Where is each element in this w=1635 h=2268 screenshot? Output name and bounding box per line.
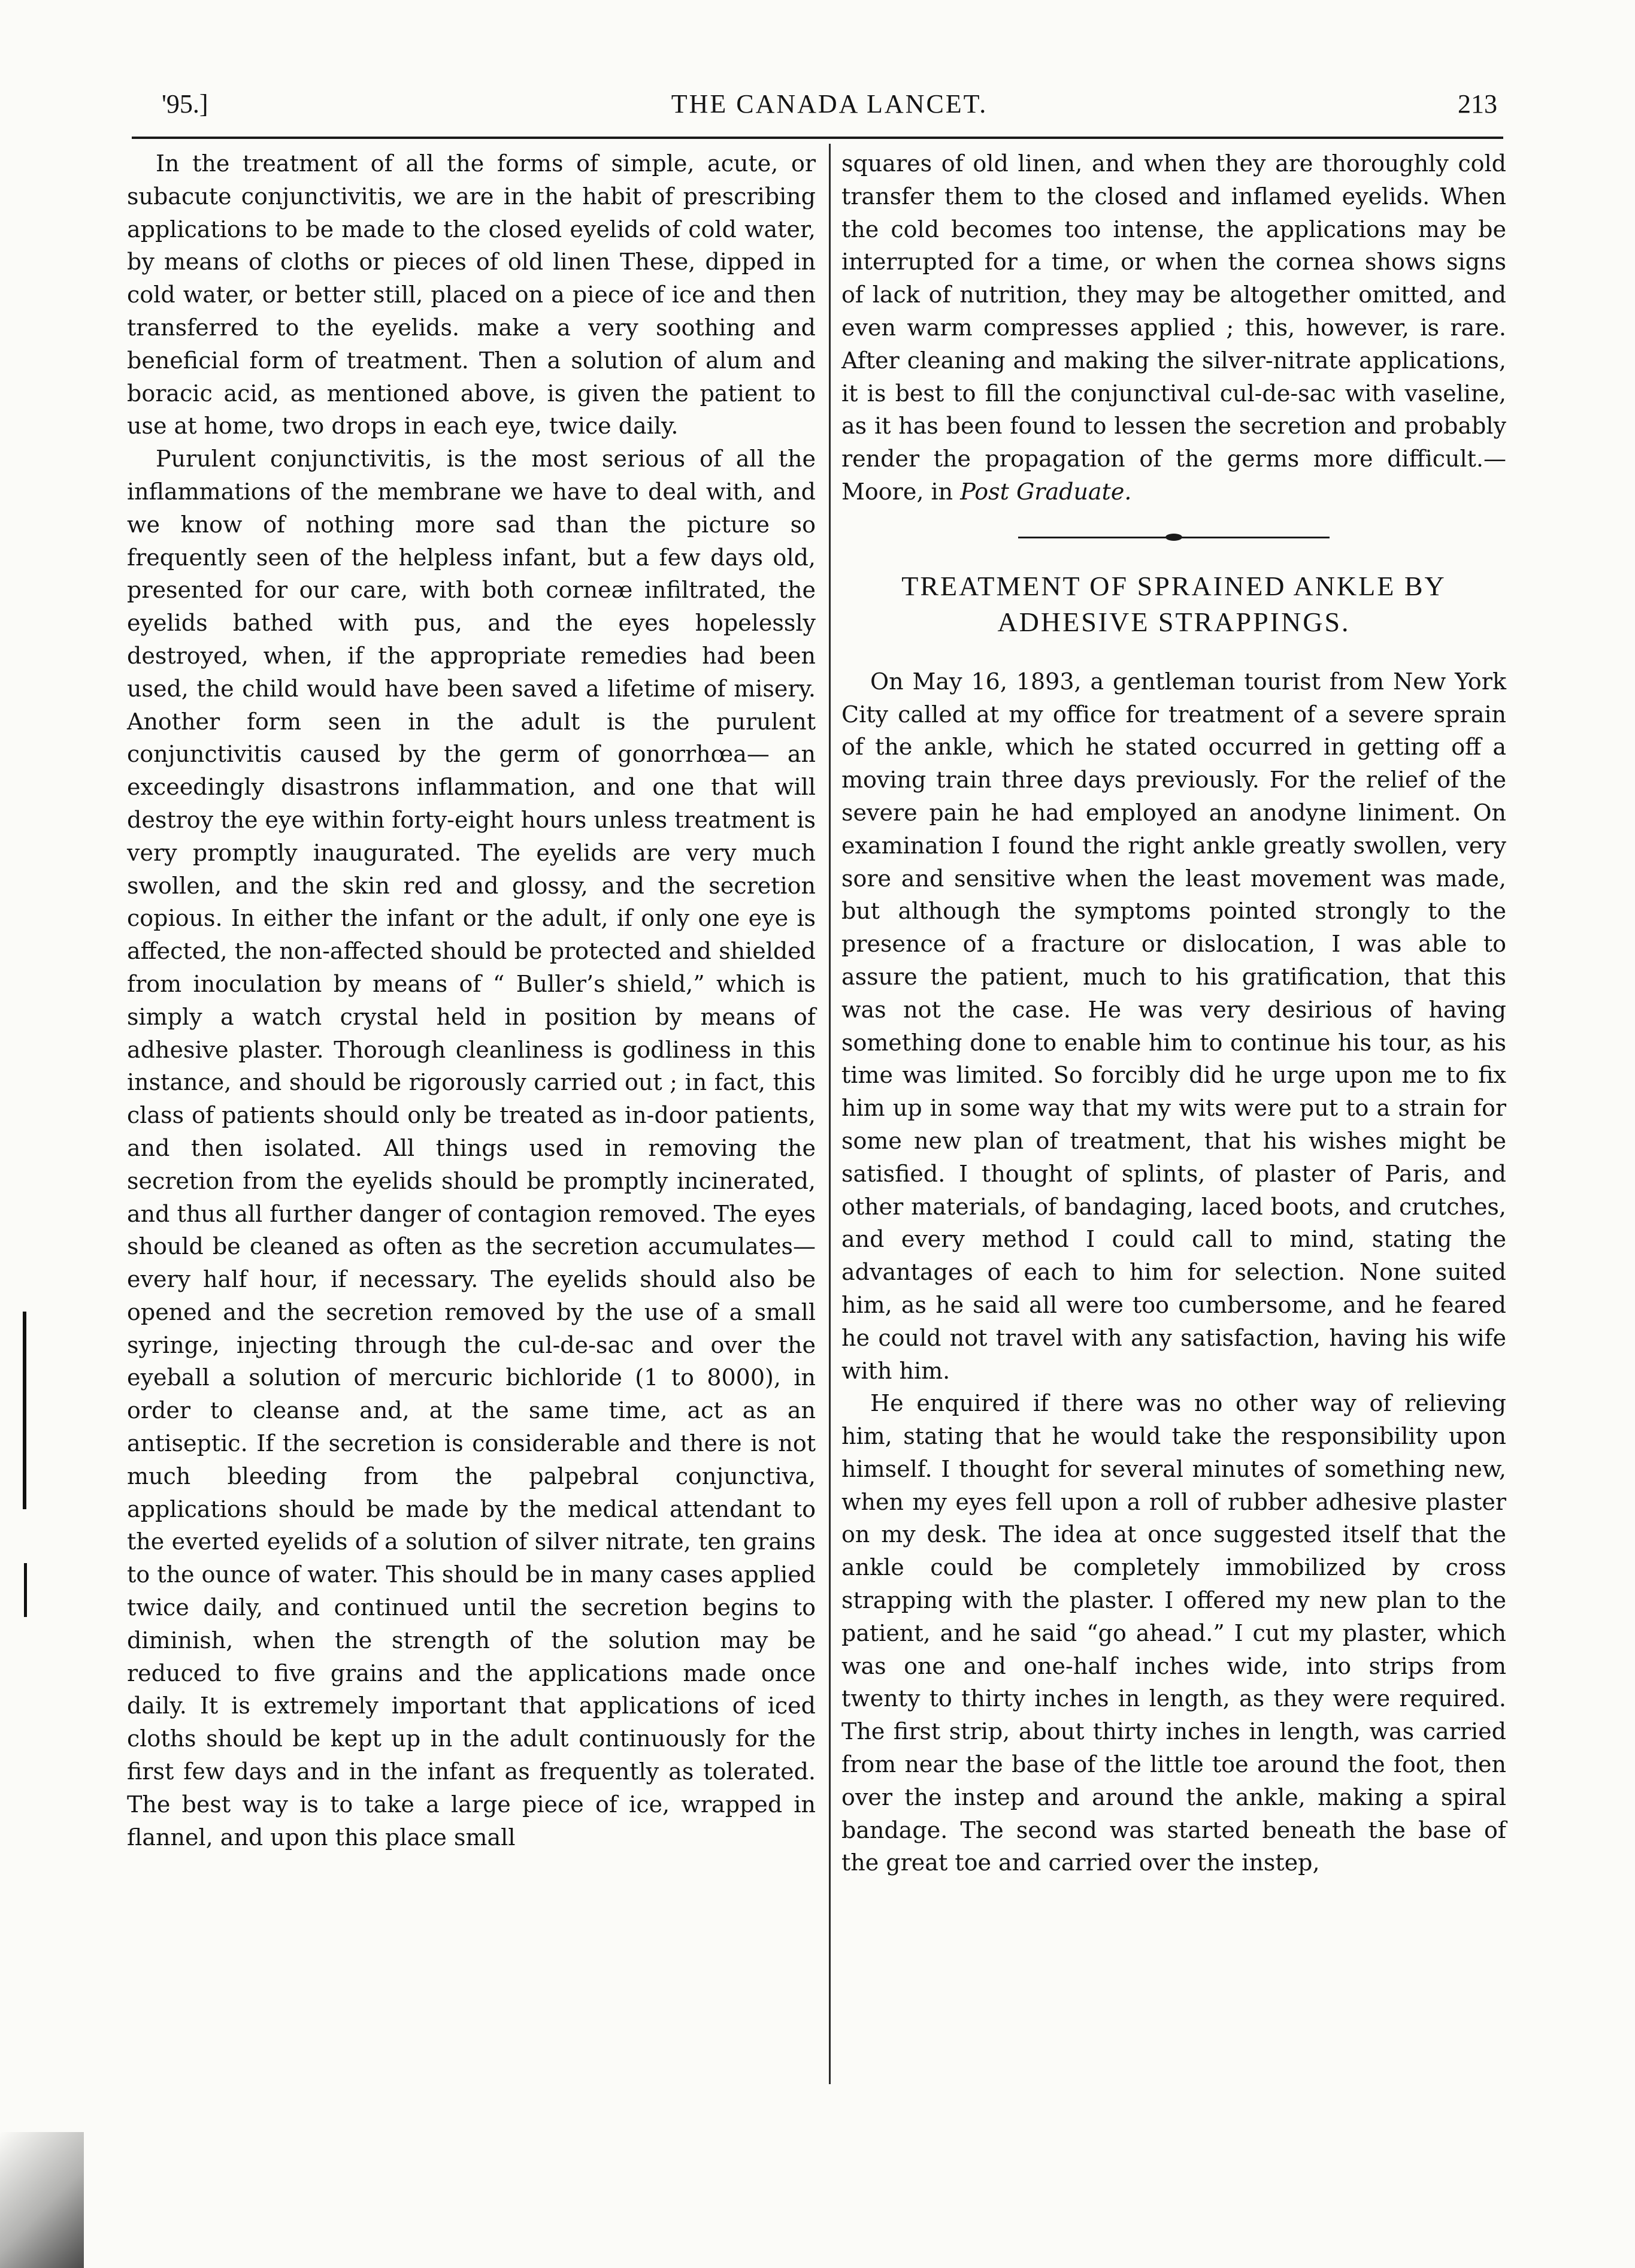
- source-citation: Post Graduate.: [960, 478, 1132, 505]
- right-column: [841, 147, 1506, 1879]
- section-title-line-2: ADHESIVE STRAPPINGS.: [997, 606, 1351, 637]
- paragraph-case-history: On May 16, 1893, a gentleman tourist from New York City called at my office for treatment of a severe sprain of the ankle, which he stated occurred in getting off a moving train three days previously. For the relief of the severe pain he had employed an anodyne liniment. On examination I found the right ankle greatly swollen, very sore and sensitive when the least movement was made, but although the symptoms pointed strongly to the presence of a fracture or dislocation, I was able to assure the patient, much to his gratification, that this was not the case. He was very desirious of having something done to enable him to continue his tour, as his time was limited. So forcibly did he urge upon me to fix him up in some way that my wits were put to a strain for some new plan of treatment, that his wishes might be satisfied. I thought of splints, of plaster of Paris, and other materials, of bandaging, laced boots, and crutches, and every method I could call to mind, stating the advantages of each to him for selection. None suited him, as he said all were too cumbersome, and he feared he could not travel with any satisfaction, having his wife with him.: [841, 668, 1506, 1384]
- section-ornament: [1018, 534, 1330, 541]
- column-divider: [829, 144, 831, 2084]
- ornament-dot: [1165, 534, 1182, 541]
- running-header: [162, 89, 1497, 131]
- header-rule: [132, 137, 1503, 139]
- paragraph-continuation: [841, 147, 1506, 508]
- paragraph-simple-conjunctivitis: In the treatment of all the forms of simple, acute, or subacute conjunctivitis, we are in the habit of prescribing applications to be made to the closed eyelids of cold water, by means of cloths or pieces of old linen These, dipped in cold water, or better still, placed on a piece of ice and then transferred to the eyelids. make a very soothing and beneficial form of treatment. Then a solution of alum and boracic acid, as mentioned above, is given the patient to use at home, two drops in each eye, twice daily.: [127, 150, 816, 440]
- section-title-line-1: TREATMENT OF SPRAINED ANKLE BY: [901, 570, 1446, 601]
- journal-title: THE CANADA LANCET.: [671, 89, 988, 119]
- left-column: [127, 147, 816, 1854]
- volume-year: '95.]: [162, 89, 208, 119]
- margin-mark: [24, 1563, 27, 1617]
- page-number: 213: [1458, 89, 1497, 119]
- continuation-text: squares of old linen, and when they are thoroughly cold transfer them to the closed and inflamed eyelids. When the cold becomes too intense, the applications may be interrupted for a time, or when the cornea shows signs of lack of nutrition, they may be altogether omitted, and even warm compresses applied ; this, however, is rare. After cleaning and making the silver-nitrate applications, it is best to fill the conjunctival cul-de-sac with vaseline, as it has been found to lessen the secretion and probably render the propagation of the germs more difficult.—Moore, in: [841, 150, 1506, 505]
- section-title: [841, 568, 1506, 640]
- paragraph-strapping-method: He enquired if there was no other way of relieving him, stating that he would take the responsibility upon himself. I thought for several minutes of something new, when my eyes fell upon a roll of rubber adhesive plaster on my desk. The idea at once suggested itself that the ankle could be completely immobilized by cross strapping with the plaster. I offered my new plan to the patient, and he said “go ahead.” I cut my plaster, which was one and one-half inches wide, into strips from twenty to thirty inches in length, as they were required. The first strip, about thirty inches in length, was carried from near the base of the little toe around the foot, then over the instep and around the ankle, making a spiral bandage. The second was started beneath the base of the great toe and carried over the instep,: [841, 1390, 1506, 1876]
- margin-mark: [23, 1312, 26, 1509]
- scan-edge-shadow: [0, 2132, 84, 2268]
- paragraph-purulent-conjunctivitis: Purulent conjunctivitis, is the most serious of all the inflammations of the membrane we have to deal with, and we know of nothing more sad than the picture so frequently seen of the helpless infant, but a few days old, presented for our care, with both corneæ infiltrated, the eyelids bathed with pus, and the eyes hopelessly destroyed, when, if the appropriate remedies had been used, the child would have been saved a lifetime of misery. Another form seen in the adult is the purulent conjunctivitis caused by the germ of gonorrhœa— an exceedingly disastrons inflammation, and one that will destroy the eye within forty-eight hours unless treatment is very promptly inaugurated. The eyelids are very much swollen, and the skin red and glossy, and the secretion copious. In either the infant or the adult, if only one eye is affected, the non-affected should be protected and shielded from inoculation by means of “ Buller’s shield,” which is simply a watch crystal held in position by means of adhesive plaster. Thorough cleanliness is godliness in this instance, and should be rigorously carried out ; in fact, this class of patients should only be treated as in-door patients, and then isolated. All things used in removing the secretion from the eyelids should be promptly incinerated, and thus all further danger of contagion removed. The eyes should be cleaned as often as the secretion accumulates—every half hour, if necessary. The eyelids should also be opened and the secretion removed by the use of a small syringe, injecting through the cul-de-sac and over the eyeball a solution of mercuric bichloride (1 to 8000), in order to cleanse and, at the same time, act as an antiseptic. If the secretion is considerable and there is not much bleeding from the palpebral conjunctiva, applications should be made by the medical attendant to the everted eyelids of a solution of silver nitrate, ten grains to the ounce of water. This should be in many cases applied twice daily, and continued until the secretion begins to diminish, when the strength of the solution may be reduced to five grains and the applications made once daily. It is extremely important that applications of iced cloths should be kept up in the adult continuously for the first few days and in the infant as frequently as tolerated. The best way is to take a large piece of ice, wrapped in flannel, and upon this place small: [127, 446, 816, 1851]
